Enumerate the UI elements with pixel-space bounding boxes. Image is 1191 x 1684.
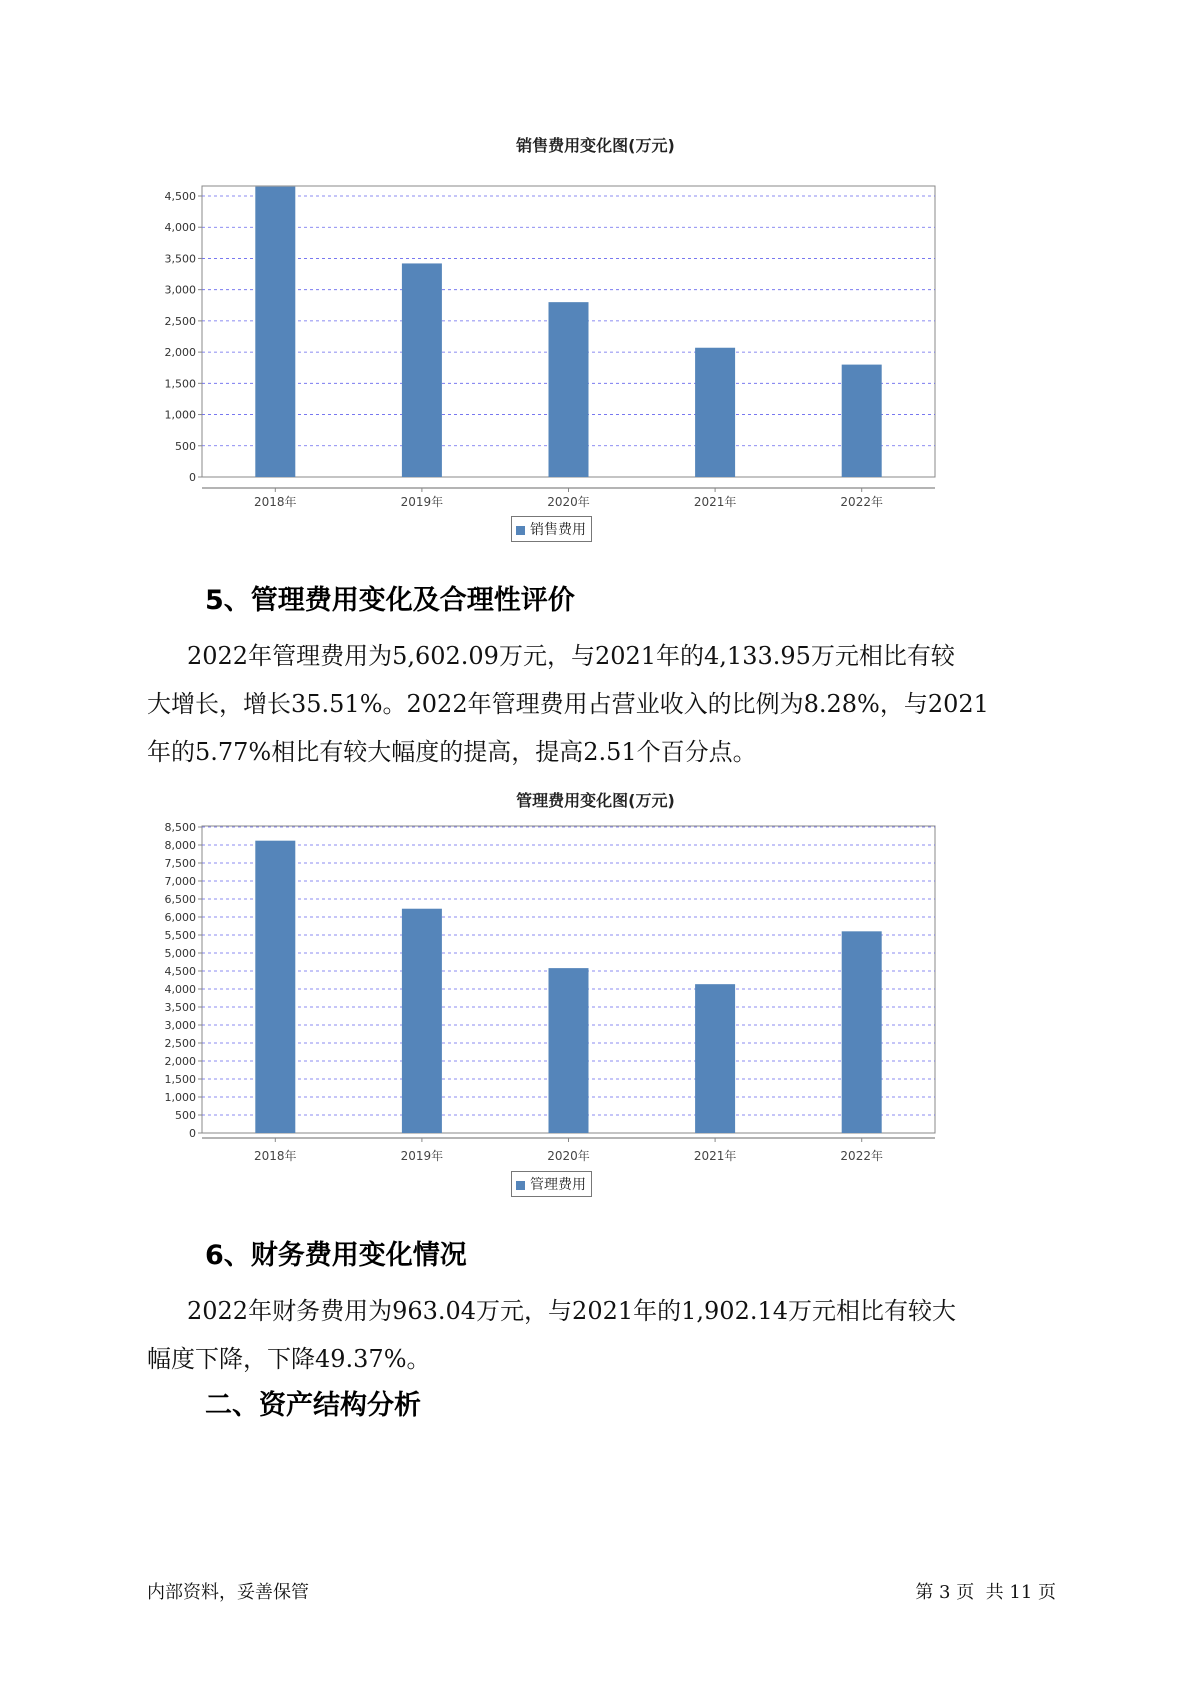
y-tick-label: 4,000 (164, 221, 196, 235)
legend-swatch-icon (516, 526, 525, 535)
x-tick-label: 2018年 (254, 495, 297, 509)
y-tick-label: 0 (189, 1127, 196, 1140)
section6-line-1: 2022年财务费用为963.04万元，与2021年的1,902.14万元相比有较大 (187, 1297, 957, 1325)
y-tick-label: 3,000 (164, 283, 196, 297)
section5-line-2: 大增长，增长35.51%。2022年管理费用占营业收入的比例为8.28%，与2021 (147, 690, 989, 718)
x-tick-label: 2018年 (254, 1149, 297, 1163)
section6-heading: 6、财务费用变化情况 (205, 1240, 467, 1271)
y-tick-label: 0 (189, 471, 196, 484)
y-tick-label: 4,500 (164, 965, 196, 978)
x-tick-label: 2021年 (693, 495, 737, 509)
bar (255, 841, 295, 1133)
footer-page-number: 第 3 页 共 11 页 (915, 1582, 1056, 1603)
y-tick-label: 7,500 (164, 857, 196, 870)
section5-line-3: 年的5.77%相比有较大幅度的提高，提高2.51个百分点。 (147, 738, 757, 766)
x-tick-label: 2022年 (840, 1149, 883, 1163)
y-tick-label: 6,000 (164, 911, 196, 924)
y-tick-label: 500 (175, 1109, 196, 1122)
y-tick-label: 1,000 (164, 408, 196, 422)
y-tick-label: 5,000 (164, 947, 196, 960)
bar (549, 302, 589, 477)
section6-paragraph (147, 1287, 1047, 1383)
y-tick-label: 3,500 (164, 1001, 196, 1014)
y-tick-label: 8,000 (164, 839, 196, 852)
x-tick-label: 2022年 (840, 495, 883, 509)
section5-line-1: 2022年管理费用为5,602.09万元，与2021年的4,133.95万元相比有较 (187, 642, 955, 670)
bar (695, 348, 735, 477)
y-tick-label: 1,000 (164, 1091, 196, 1104)
chart1-legend-label: 销售费用 (530, 522, 586, 538)
x-tick-label: 2019年 (400, 1149, 444, 1163)
y-tick-label: 6,500 (164, 893, 196, 906)
y-tick-label: 1,500 (164, 1073, 196, 1086)
x-tick-label: 2020年 (547, 495, 590, 509)
y-tick-label: 5,500 (164, 929, 196, 942)
chart2-plot (150, 820, 1020, 1180)
bar (842, 931, 882, 1133)
footer-confidential-note: 内部资料，妥善保管 (147, 1582, 309, 1603)
y-tick-label: 3,500 (164, 252, 196, 266)
chart1-legend (511, 516, 592, 542)
chart2-legend (511, 1171, 592, 1197)
bar (402, 909, 442, 1133)
bar (695, 984, 735, 1133)
section5-heading: 5、管理费用变化及合理性评价 (205, 585, 575, 616)
bar (549, 968, 589, 1133)
chart1-title: 销售费用变化图(万元) (516, 136, 675, 155)
section6-line-2: 幅度下降，下降49.37%。 (147, 1345, 431, 1373)
chart2-legend-label: 管理费用 (530, 1177, 586, 1193)
y-tick-label: 4,000 (164, 983, 196, 996)
y-tick-label: 2,500 (164, 1037, 196, 1050)
y-tick-label: 2,500 (164, 314, 196, 328)
legend-swatch-icon (516, 1181, 525, 1190)
y-tick-label: 8,500 (164, 821, 196, 834)
chart1-plot (150, 180, 1020, 525)
section5-paragraph (147, 632, 1047, 776)
y-tick-label: 1,500 (164, 377, 196, 391)
bar (402, 263, 442, 477)
asset-structure-heading: 二、资产结构分析 (205, 1390, 421, 1421)
y-tick-label: 2,000 (164, 346, 196, 360)
bar (255, 187, 295, 477)
chart2-title: 管理费用变化图(万元) (516, 791, 675, 810)
x-tick-label: 2020年 (547, 1149, 590, 1163)
bar (842, 365, 882, 477)
y-tick-label: 3,000 (164, 1019, 196, 1032)
y-tick-label: 2,000 (164, 1055, 196, 1068)
y-tick-label: 7,000 (164, 875, 196, 888)
x-tick-label: 2019年 (400, 495, 444, 509)
x-tick-label: 2021年 (693, 1149, 737, 1163)
y-tick-label: 4,500 (164, 190, 196, 203)
y-tick-label: 500 (175, 439, 196, 453)
